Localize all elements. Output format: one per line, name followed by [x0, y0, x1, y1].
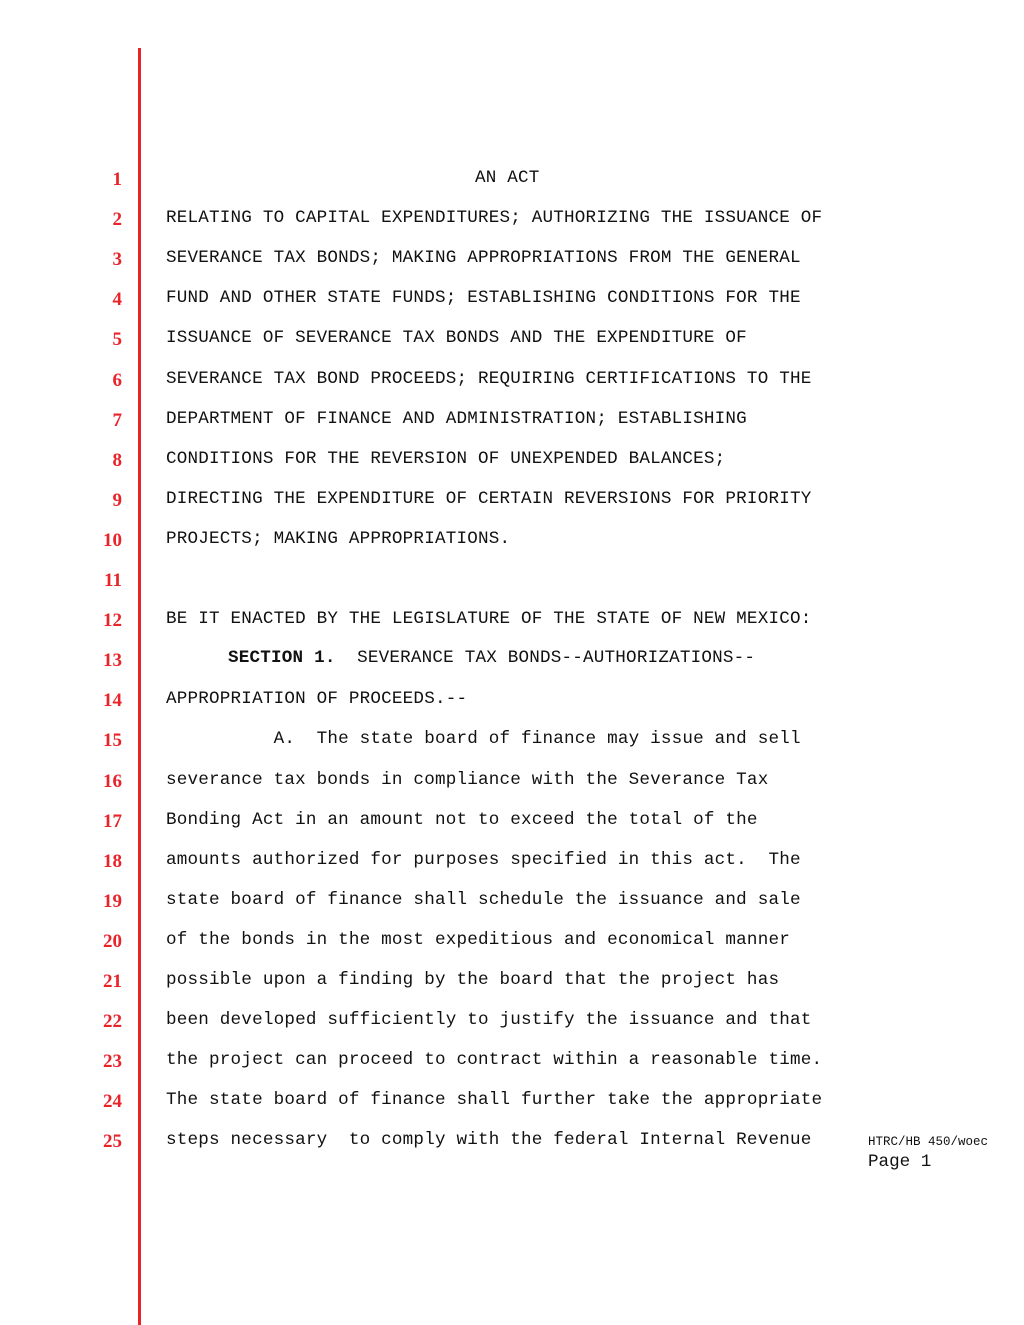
- line-number: 18: [103, 850, 122, 872]
- line-number: 12: [103, 610, 122, 632]
- document-line: ISSUANCE OF SEVERANCE TAX BONDS AND THE EXPENDITURE OF: [166, 328, 747, 349]
- section-label: SECTION 1.: [228, 648, 336, 668]
- line-number: 14: [103, 690, 122, 712]
- line-number: 7: [112, 409, 122, 431]
- document-line: DIRECTING THE EXPENDITURE OF CERTAIN REVERSIONS FOR PRIORITY: [166, 488, 812, 509]
- document-line: BE IT ENACTED BY THE LEGISLATURE OF THE STATE OF NEW MEXICO:: [166, 609, 812, 630]
- line-number: 8: [112, 449, 122, 471]
- line-number: 5: [112, 329, 122, 351]
- document-line: been developed sufficiently to justify the issuance and that: [166, 1010, 812, 1031]
- line-number: 16: [103, 770, 122, 792]
- line-number: 21: [103, 971, 122, 992]
- document-line: Bonding Act in an amount not to exceed the total of the: [166, 809, 758, 830]
- line-number: 13: [103, 650, 122, 672]
- document-line: the project can proceed to contract within a reasonable time.: [166, 1050, 823, 1071]
- line-number: 17: [103, 810, 122, 832]
- document-line: of the bonds in the most expeditious and economical manner: [166, 929, 790, 950]
- document-line: state board of finance shall schedule the issuance and sale: [166, 889, 801, 910]
- line-number: 9: [112, 489, 122, 511]
- line-number: 3: [112, 249, 122, 271]
- act-title: AN ACT: [475, 168, 540, 188]
- document-line: The state board of finance shall further take the appropriate: [166, 1090, 823, 1111]
- document-line: possible upon a finding by the board that the project has: [166, 970, 780, 990]
- document-line: PROJECTS; MAKING APPROPRIATIONS.: [166, 528, 511, 549]
- section-heading-line: [228, 647, 755, 669]
- line-number: 23: [103, 1051, 122, 1073]
- line-number: 10: [103, 529, 122, 551]
- line-number: 2: [112, 209, 122, 231]
- document-line: APPROPRIATION OF PROCEEDS.--: [166, 689, 468, 710]
- line-number: 25: [103, 1131, 122, 1153]
- document-line: severance tax bonds in compliance with the Severance Tax: [166, 769, 769, 790]
- line-number: 4: [112, 289, 122, 311]
- line-number: 15: [103, 730, 122, 752]
- line-number: 11: [104, 570, 122, 591]
- section-title: SEVERANCE TAX BONDS--AUTHORIZATIONS--: [335, 648, 756, 668]
- document-line: SEVERANCE TAX BONDS; MAKING APPROPRIATIONS FROM THE GENERAL: [166, 248, 801, 269]
- document-line: CONDITIONS FOR THE REVERSION OF UNEXPENDED BALANCES;: [166, 448, 726, 469]
- document-line: DEPARTMENT OF FINANCE AND ADMINISTRATION; ESTABLISHING: [166, 408, 747, 429]
- line-number: 22: [103, 1011, 122, 1033]
- line-number: 6: [112, 369, 122, 391]
- bill-identifier: HTRC/HB 450/woec: [868, 1135, 989, 1149]
- line-number: 24: [103, 1091, 122, 1113]
- document-line: FUND AND OTHER STATE FUNDS; ESTABLISHING CONDITIONS FOR THE: [166, 288, 801, 309]
- document-line: RELATING TO CAPITAL EXPENDITURES; AUTHORIZING THE ISSUANCE OF: [166, 208, 823, 229]
- page-number: Page 1: [868, 1152, 932, 1172]
- document-line: A. The state board of finance may issue and sell: [166, 729, 801, 750]
- margin-rule: [138, 48, 141, 1325]
- line-number: 20: [103, 930, 122, 952]
- line-number: 1: [112, 169, 122, 190]
- document-line: steps necessary to comply with the federal Internal Revenue: [166, 1130, 812, 1151]
- line-number: 19: [103, 890, 122, 912]
- document-line: amounts authorized for purposes specified in this act. The: [166, 849, 801, 870]
- document-line: SEVERANCE TAX BOND PROCEEDS; REQUIRING CERTIFICATIONS TO THE: [166, 368, 812, 389]
